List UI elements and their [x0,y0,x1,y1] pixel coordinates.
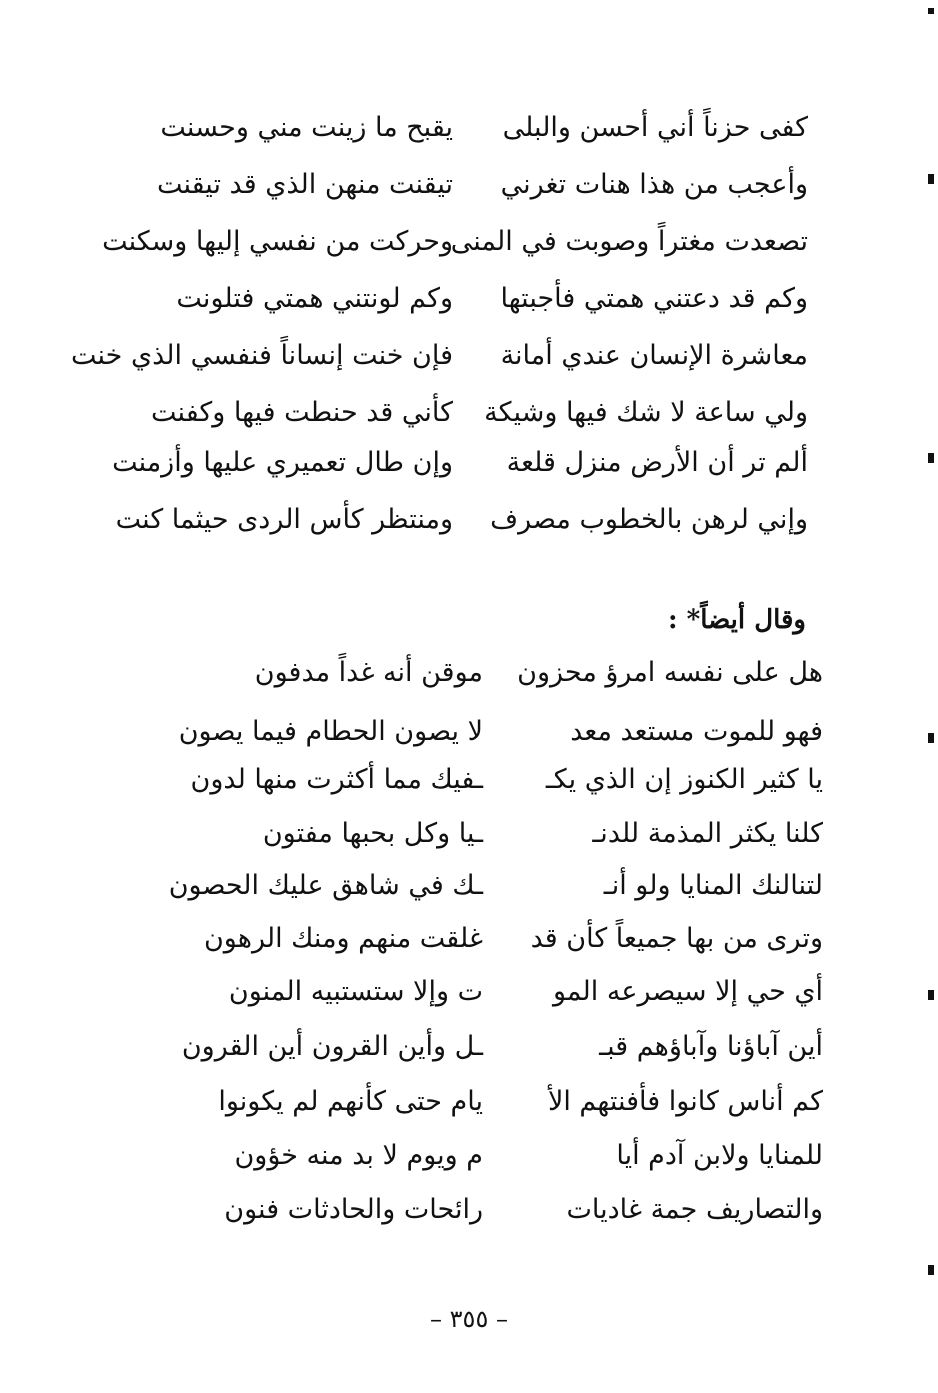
second-hemistich: ـيا وكل بحبها مفتون [262,818,483,849]
first-hemistich: أي حي إلا سيصرعه المو [552,976,823,1007]
first-hemistich: أين آباؤنا وآباؤهم قبـ [599,1031,823,1062]
second-hemistich: موقن أنه غداً مدفون [254,657,483,688]
first-hemistich: كلنا يكثر المذمة للدنـ [592,818,823,849]
second-hemistich: كأني قد حنطت فيها وكفنت [151,397,453,428]
second-hemistich: وحركت من نفسي إليها وسكنت [102,226,453,257]
first-hemistich: معاشرة الإنسان عندي أمانة [500,340,808,371]
first-hemistich: والتصاريف جمة غاديات [566,1194,823,1225]
second-hemistich: ومنتظر كأس الردى حيثما كنت [115,504,453,535]
first-hemistich: وترى من بها جميعاً كأن قد [530,923,823,954]
second-hemistich: تيقنت منهن الذي قد تيقنت [156,169,453,200]
page-number: – ٣٥٥ – [430,1305,508,1333]
first-hemistich: لتنالنك المنايا ولو أنـ [603,870,823,901]
first-hemistich: هل على نفسه امرؤ محزون [517,657,823,688]
second-hemistich: فإن خنت إنساناً فنفسي الذي خنت [71,340,453,371]
first-hemistich: وإني لرهن بالخطوب مصرف [490,504,808,535]
second-hemistich: ـفيك مما أكثرت منها لدون [190,764,483,795]
first-hemistich: ألم تر أن الأرض منزل قلعة [506,447,808,478]
first-hemistich: ولي ساعة لا شك فيها وشيكة [484,397,808,428]
second-hemistich: لا يصون الحطام فيما يصون [178,716,483,747]
first-hemistich: تصعدت مغتراً وصوبت في المنى [450,226,808,257]
first-hemistich: يا كثير الكنوز إن الذي يكـ [545,764,823,795]
first-hemistich: كم أناس كانوا فأفنتهم الأ [547,1086,823,1117]
second-hemistich: وكم لونتني همتي فتلونت [176,283,453,314]
second-hemistich: غلقت منهم ومنك الرهون [203,923,483,954]
first-hemistich: فهو للموت مستعد معد [570,716,823,747]
scan-mark [928,1265,934,1275]
first-hemistich: وأعجب من هذا هنات تغرني [500,169,808,200]
first-hemistich: كفى حزناً أني أحسن والبلى [502,112,808,143]
scan-mark [928,990,934,1000]
scan-mark [928,733,934,743]
first-hemistich: وكم قد دعتني همتي فأجبتها [500,283,808,314]
section-heading: وقال أيضاً* : [667,605,806,635]
second-hemistich: ـك في شاهق عليك الحصون [168,870,483,901]
scan-mark [928,453,934,463]
second-hemistich: وإن طال تعميري عليها وأزمنت [112,447,453,478]
scan-mark [928,174,934,184]
first-hemistich: للمنايا ولابن آدم أيا [616,1140,823,1171]
second-hemistich: ـل وأين القرون أين القرون [181,1031,483,1062]
second-hemistich: يقبح ما زينت مني وحسنت [160,112,453,143]
second-hemistich: رائحات والحادثات فنون [224,1194,483,1225]
second-hemistich: يام حتى كأنهم لم يكونوا [218,1086,483,1117]
scan-mark [928,8,934,14]
second-hemistich: م ويوم لا بد منه خؤون [234,1140,483,1171]
second-hemistich: ت وإلا ستستبيه المنون [228,976,483,1007]
